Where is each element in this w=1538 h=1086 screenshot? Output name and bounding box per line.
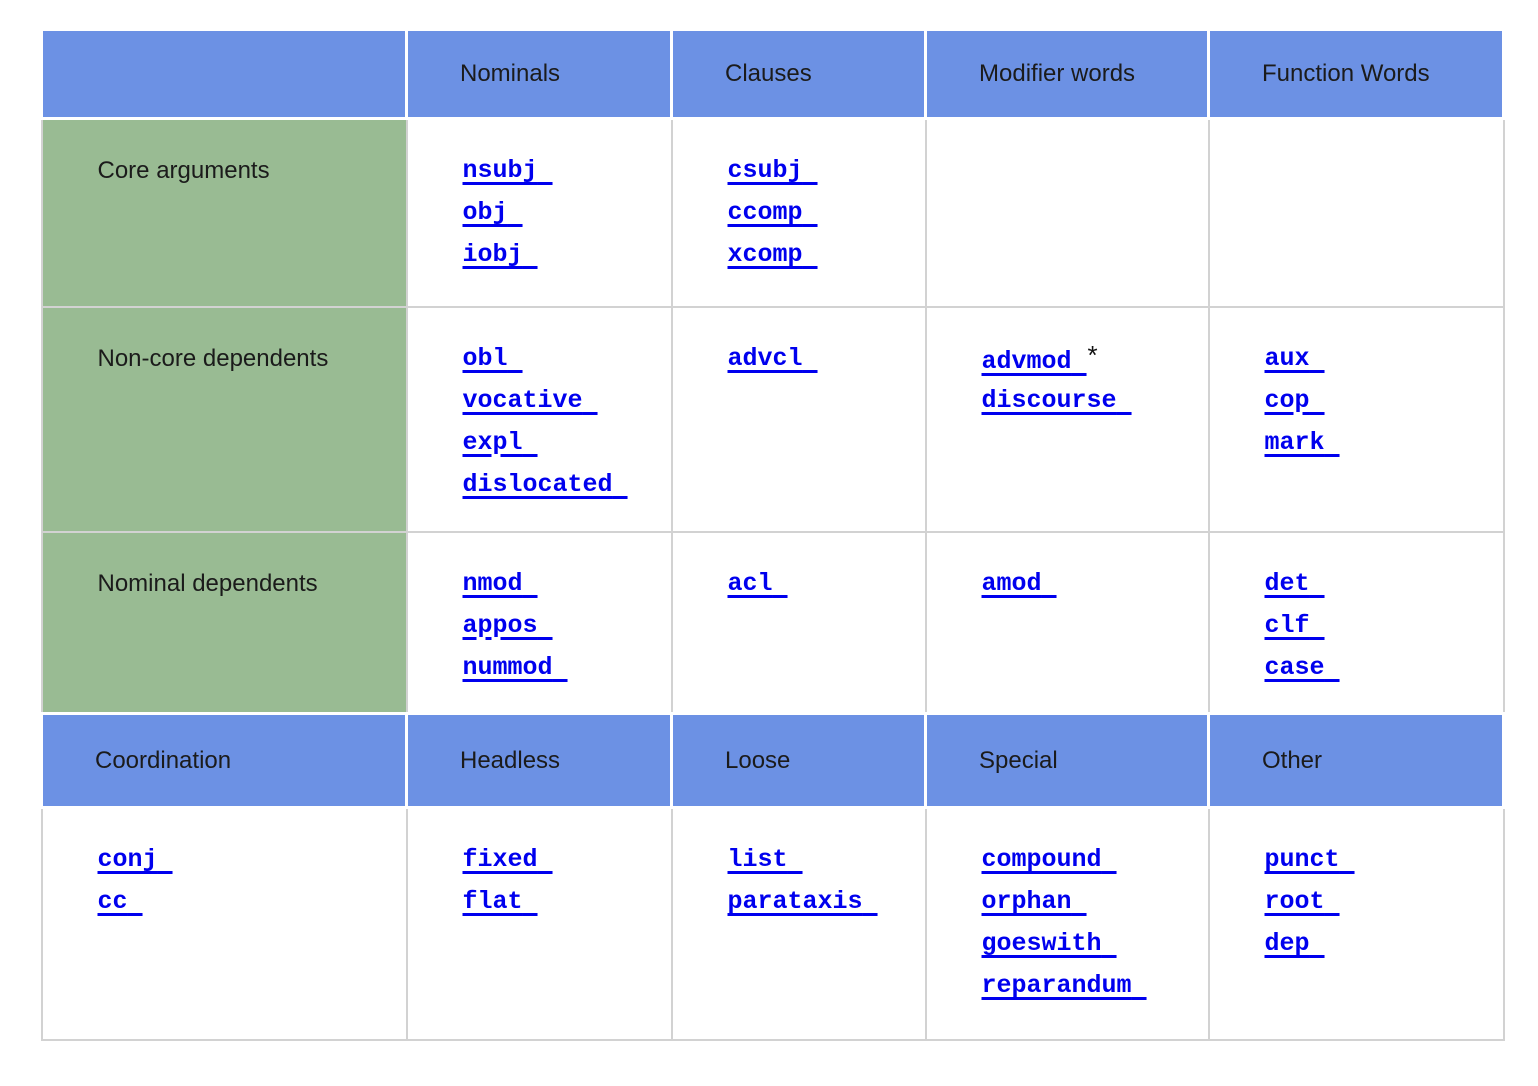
relation-link-dep[interactable]: dep (1264, 929, 1310, 958)
relation-link-nsubj[interactable]: nsubj (462, 156, 538, 185)
relation-link-cop[interactable]: cop (1264, 385, 1310, 415)
relation-link-root[interactable]: root (1264, 887, 1325, 916)
row-noncore-dependents (42, 307, 1504, 532)
row-label-text: Non-core dependents (97, 344, 329, 372)
col-header-headless: Headless (407, 714, 672, 808)
relation-link-xcomp[interactable]: xcomp (727, 240, 803, 269)
second-header-row (42, 714, 1504, 808)
relation-link-amod[interactable]: amod (981, 568, 1042, 598)
relation-link-appos[interactable]: appos (462, 610, 538, 640)
row-label-nominal-dependents (42, 532, 407, 714)
relation-link-clf[interactable]: clf (1264, 610, 1310, 640)
advmod-exception-asterisk: * (1087, 339, 1098, 370)
relation-link-cc[interactable]: cc (97, 887, 128, 916)
cell-nominal-clauses (672, 532, 926, 714)
col-header-clauses: Clauses (672, 30, 926, 119)
relation-link-goeswith[interactable]: goeswith (981, 929, 1102, 958)
relation-link-vocative[interactable]: vocative (462, 385, 583, 415)
row-bottom-relations (42, 808, 1504, 1040)
relation-link-reparandum[interactable]: reparandum (981, 971, 1132, 1000)
col-header-loose: Loose (672, 714, 926, 808)
cell-noncore-nominals (407, 307, 672, 532)
cell-other (1209, 808, 1504, 1040)
relation-link-fixed[interactable]: fixed (462, 845, 538, 874)
relation-link-expl[interactable]: expl (462, 427, 523, 457)
cell-noncore-modifiers (926, 307, 1209, 532)
row-label-core-arguments (42, 119, 407, 307)
cell-nominal-function (1209, 532, 1504, 714)
cell-coordination (42, 808, 407, 1040)
relation-link-nummod[interactable]: nummod (462, 652, 553, 682)
col-header-nominals: Nominals (407, 30, 672, 119)
col-header-other: Other (1209, 714, 1504, 808)
relation-link-obj[interactable]: obj (462, 198, 508, 227)
relation-link-case[interactable]: case (1264, 652, 1325, 682)
relation-link-csubj[interactable]: csubj (727, 156, 803, 185)
cell-loose (672, 808, 926, 1040)
row-nominal-dependents (42, 532, 1504, 714)
col-header-coordination: Coordination (42, 714, 407, 808)
relation-link-flat[interactable]: flat (462, 887, 523, 916)
cell-headless (407, 808, 672, 1040)
relation-link-punct[interactable]: punct (1264, 845, 1340, 874)
relation-link-aux[interactable]: aux (1264, 343, 1310, 373)
relation-link-mark[interactable]: mark (1264, 427, 1325, 457)
relation-link-ccomp[interactable]: ccomp (727, 198, 803, 227)
relation-link-list[interactable]: list (727, 845, 788, 874)
relation-link-obl[interactable]: obl (462, 343, 508, 373)
relation-link-conj[interactable]: conj (97, 845, 158, 874)
cell-core-nominals (407, 119, 672, 307)
relation-link-dislocated[interactable]: dislocated (462, 469, 613, 499)
cell-noncore-clauses (672, 307, 926, 532)
cell-nominal-modifiers (926, 532, 1209, 714)
col-header-function-words: Function Words (1209, 30, 1504, 119)
row-label-noncore-dependents (42, 307, 407, 532)
cell-noncore-function (1209, 307, 1504, 532)
relation-link-acl[interactable]: acl (727, 568, 773, 598)
relation-link-advmod[interactable]: advmod (981, 346, 1072, 376)
row-label-text: Nominal dependents (97, 569, 318, 597)
relation-link-det[interactable]: det (1264, 568, 1310, 598)
cell-special (926, 808, 1209, 1040)
relation-link-nmod[interactable]: nmod (462, 568, 523, 598)
col-header-modifier-words: Modifier words (926, 30, 1209, 119)
cell-core-modifiers-empty (926, 119, 1209, 307)
corner-header-cell (42, 30, 407, 119)
ud-relations-table (40, 28, 1505, 1041)
relation-link-compound[interactable]: compound (981, 845, 1102, 874)
row-core-arguments (42, 119, 1504, 307)
relation-link-advcl[interactable]: advcl (727, 343, 803, 373)
relation-link-discourse[interactable]: discourse (981, 385, 1117, 415)
row-label-text: Core arguments (97, 157, 270, 184)
cell-core-function-empty (1209, 119, 1504, 307)
cell-core-clauses (672, 119, 926, 307)
relation-link-orphan[interactable]: orphan (981, 887, 1072, 916)
relation-link-iobj[interactable]: iobj (462, 240, 523, 269)
relation-link-parataxis[interactable]: parataxis (727, 887, 863, 916)
col-header-special: Special (926, 714, 1209, 808)
column-header-row (42, 30, 1504, 119)
cell-nominal-nominals (407, 532, 672, 714)
